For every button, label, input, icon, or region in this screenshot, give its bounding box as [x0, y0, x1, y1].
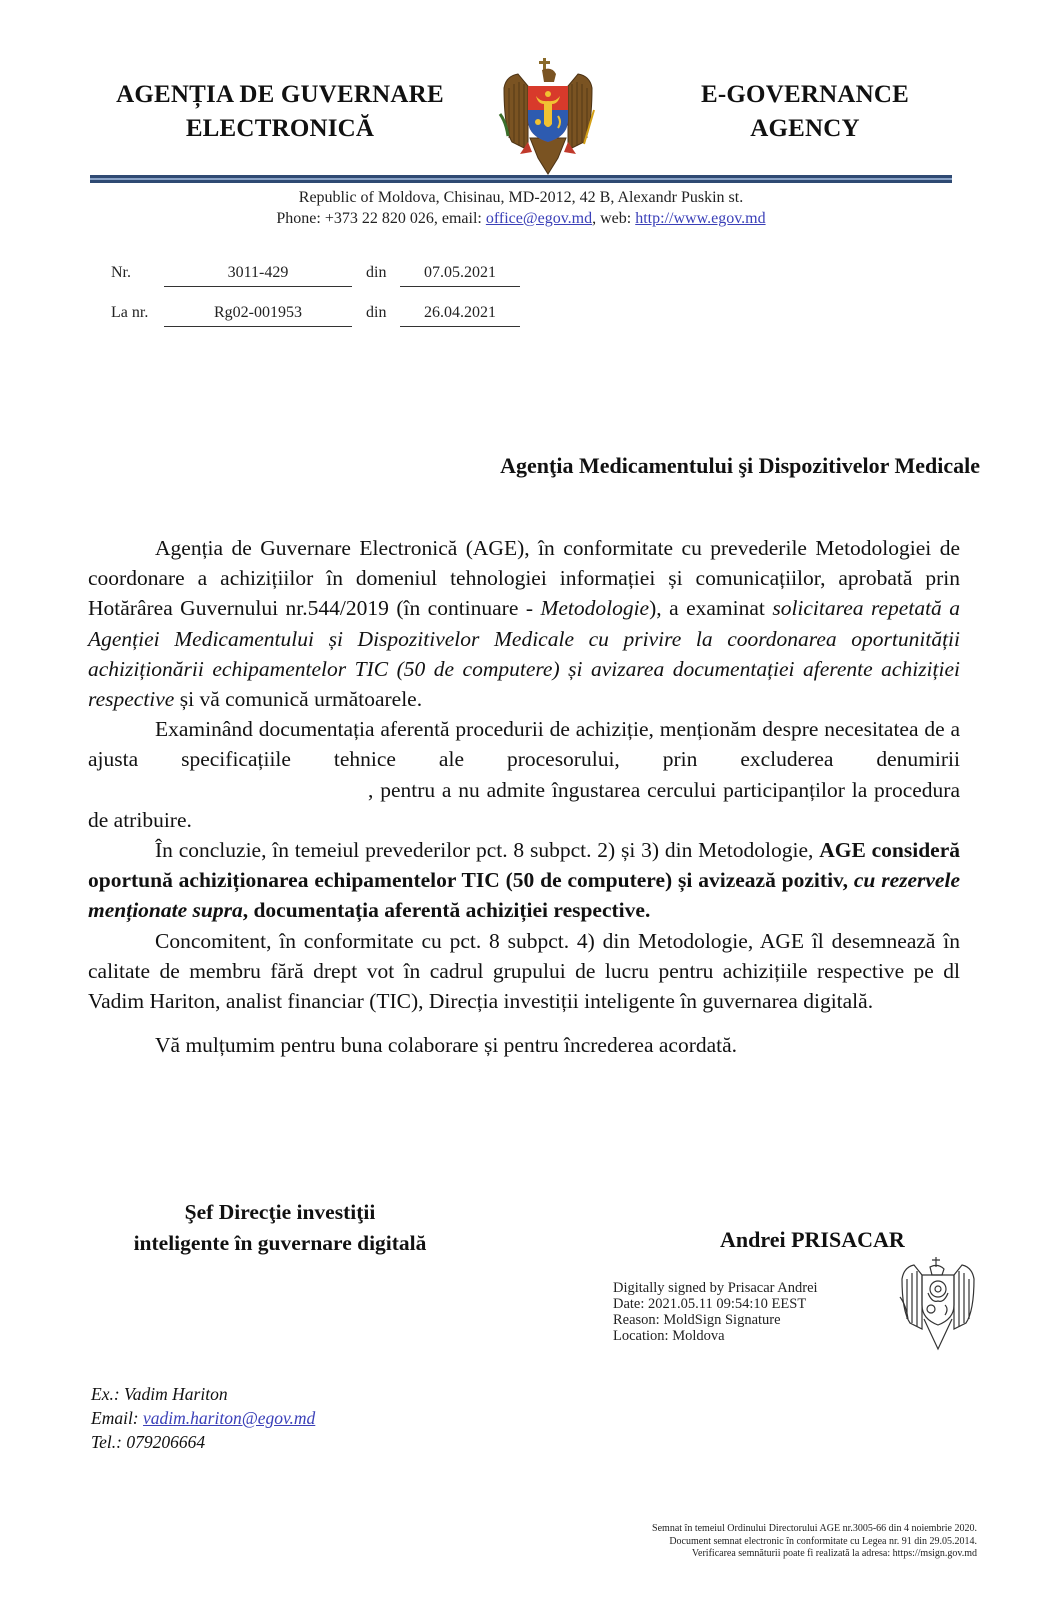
signatory-title	[90, 1197, 470, 1259]
p3-reservations: cu rezervele menționate supra	[88, 868, 960, 923]
dsig-reason: Reason: MoldSign Signature	[613, 1312, 781, 1328]
paragraph-4: Concomitent, în conformitate cu pct. 8 subpct. 4) din Metodologie, AGE îl desemnează în calitate de membru fără drept vot în cadrul grupului de lucru pentru achizițiile respective pe dl Vadim Hariton, analist financiar (TIC), Direcția investiții inteligente în guvernarea digitală.	[88, 928, 960, 1014]
nr-din-label: din	[366, 264, 387, 281]
executor-email-link[interactable]: vadim.hariton@egov.md	[143, 1408, 316, 1428]
dsig-signed-by: Digitally signed by Prisacar Andrei	[613, 1280, 818, 1296]
la-nr-label: La nr.	[111, 304, 149, 321]
executor-phone: Tel.: 079206664	[91, 1432, 206, 1452]
p1-italic-request: solicitarea repetată a Agenției Medicamentului și Dispozitivelor Medicale cu privire la coordonarea oportunității achiziționării echipamentelor TIC (50 de computere) și avizarea documentației aferente achiziției respective	[88, 596, 960, 712]
incoming-date: 26.04.2021	[400, 304, 520, 327]
agency-name-ro	[95, 78, 465, 146]
agency-name-ro-line1: AGENȚIA DE GUVERNARE	[116, 81, 444, 108]
p3-text: În concluzie, în temeiul prevederilor pct. 8 subpct. 2) și 3) din Metodologie,	[155, 838, 820, 863]
moldova-coat-of-arms-icon	[498, 58, 598, 176]
p1-text-2: ), a examinat	[649, 596, 773, 621]
executor-name: Ex.: Vadim Hariton	[91, 1384, 228, 1404]
paragraph-5: Vă mulțumim pentru buna colaborare și pentru încrederea acordată.	[155, 1033, 738, 1058]
web-label: , web:	[592, 210, 636, 227]
signatory-name: Andrei PRISACAR	[720, 1227, 905, 1252]
postal-address: Republic of Moldova, Chisinau, MD-2012, 42 B, Alexandr Puskin st.	[298, 189, 744, 206]
footnote-line2: Document semnat electronic în conformitate cu Legea nr. 91 din 29.05.2014.	[669, 1535, 977, 1547]
p2-text-2: , pentru a nu admite îngustarea cercului participanților la procedura de atribuire.	[88, 777, 960, 832]
dsig-location: Location: Moldova	[613, 1328, 725, 1344]
header-divider	[90, 175, 952, 184]
incoming-number: Rg02-001953	[164, 304, 352, 327]
signature-footnote	[590, 1523, 977, 1561]
website-link[interactable]: http://www.egov.md	[635, 210, 766, 227]
dsig-date: Date: 2021.05.11 09:54:10 EEST	[613, 1296, 807, 1312]
moldova-seal-icon	[898, 1253, 978, 1353]
addressee: Agenţia Medicamentului şi Dispozitivelor Medicale	[500, 453, 980, 478]
outgoing-number: 3011-429	[164, 264, 352, 287]
agency-name-en	[680, 78, 930, 146]
agency-name-en-line1: E-GOVERNANCE	[701, 81, 909, 108]
p1-text: Agenția de Guvernare Electronică (AGE), în conformitate cu prevederile Metodologiei de coordonare a achizițiilor în domeniul tehnologiei informației și comunicațiilor, aprobată prin Hotărârea Guvernului nr.544/2019 (în continuare -	[88, 536, 960, 621]
outgoing-date: 07.05.2021	[400, 264, 520, 287]
la-nr-din-label: din	[366, 304, 387, 321]
footnote-line3: Verificarea semnăturii poate fi realizată la adresa: https://msign.gov.md	[691, 1548, 977, 1559]
phone-text: Phone: +373 22 820 026, email:	[276, 210, 486, 227]
paragraph-2	[88, 714, 960, 835]
digital-signature-block	[613, 1280, 818, 1344]
signatory-title-line2: inteligente în guvernare digitală	[133, 1231, 427, 1255]
p1-italic-term: Metodologie	[540, 596, 650, 621]
office-email-link[interactable]: office@egov.md	[485, 210, 593, 227]
agency-name-ro-line2: ELECTRONICĂ	[185, 115, 375, 142]
p3-bold-decision: AGE consideră oportună achiziționarea echipamentelor TIC (50 de computere) și avizează pozitiv,	[88, 838, 960, 893]
paragraph-3	[88, 835, 960, 926]
paragraph-1	[88, 533, 960, 714]
footnote-line1: Semnat în temeiul Ordinului Directorului AGE nr.3005-66 din 4 noiembrie 2020.	[652, 1523, 977, 1534]
executor-block	[91, 1382, 315, 1454]
letter-body	[88, 533, 960, 1060]
p2-text: Examinând documentația aferentă procedurii de achiziție, menționăm despre necesitatea de a ajusta specificațiile tehnice ale procesorului, prin excluderea denumirii	[88, 717, 960, 772]
signatory-title-line1: Şef Direcţie investiţii	[184, 1200, 376, 1224]
nr-label: Nr.	[111, 264, 131, 281]
p1-text-3: și vă comunică următoarele.	[174, 687, 423, 712]
contact-line	[90, 210, 952, 228]
executor-email-label: Email:	[91, 1408, 144, 1428]
agency-name-en-line2: AGENCY	[750, 115, 860, 142]
p3-bold-decision-2: , documentația aferentă achiziției respective.	[242, 898, 651, 923]
executor-email-line	[91, 1406, 315, 1430]
